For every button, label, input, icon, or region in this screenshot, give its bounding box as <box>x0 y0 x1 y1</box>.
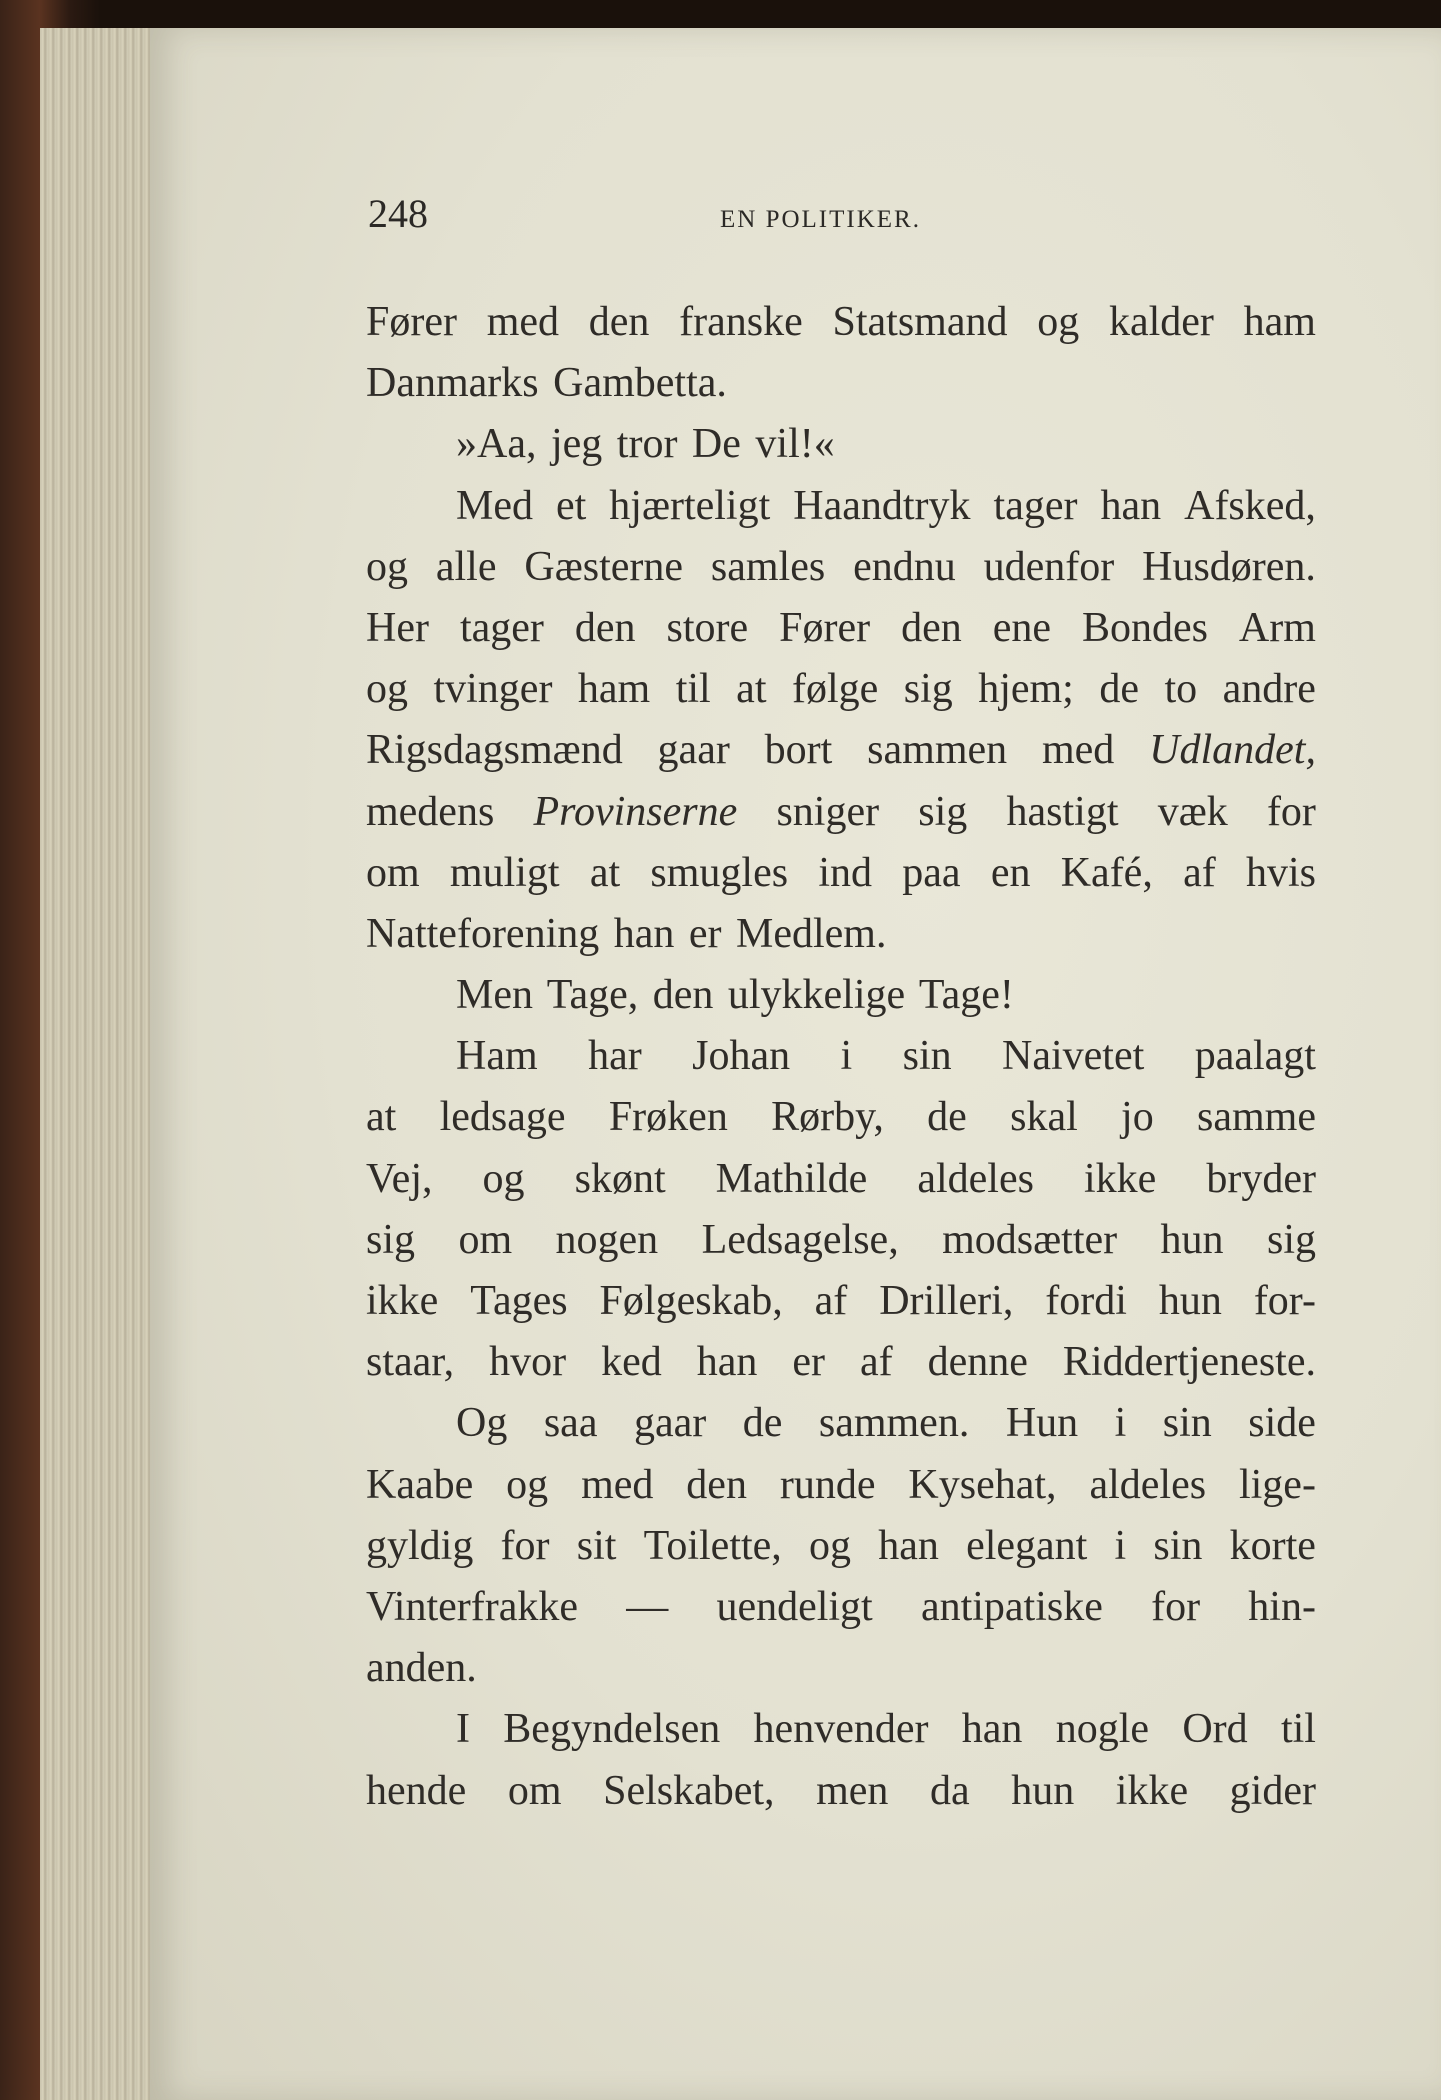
page-number: 248 <box>368 191 428 236</box>
text-line: Ham har Johan i sin Naivetet paalagt <box>456 1033 1316 1080</box>
running-head: EN POLITIKER. <box>720 206 921 233</box>
text-line: ikke Tages Følgeskab, af Drilleri, fordi hun for- <box>366 1278 1316 1324</box>
text-line: at ledsage Frøken Rørby, de skal jo samme <box>366 1094 1316 1141</box>
text-line: Her tager den store Fører den ene Bondes Arm <box>366 604 1316 651</box>
text-line: »Aa, jeg tror De vil!« <box>456 421 835 468</box>
text-line: Danmarks Gambetta. <box>366 360 727 407</box>
text-line: og tvinger ham til at følge sig hjem; de to andre <box>366 666 1316 713</box>
text-line: staar, hvor ked han er af denne Riddertjeneste. <box>366 1339 1316 1386</box>
text-line: Vinterfrakke — uendeligt antipatiske for hin- <box>366 1583 1316 1630</box>
text-line: gyldig for sit Toilette, og han elegant i sin korte <box>366 1522 1316 1569</box>
text-line: Og saa gaar de sammen. Hun i sin side <box>456 1400 1316 1447</box>
text-line: sig om nogen Ledsagelse, modsætter hun sig <box>366 1216 1316 1263</box>
text-line: om muligt at smugles ind paa en Kafé, af hvis <box>366 849 1316 896</box>
text-line: og alle Gæsterne samles endnu udenfor Husdøren. <box>366 543 1316 590</box>
text-line: Rigsdagsmænd gaar bort sammen med Udlandet, <box>366 727 1316 774</box>
page-header <box>368 190 1308 250</box>
text-line: Natteforening han er Medlem. <box>366 910 887 957</box>
text-line: Men Tage, den ulykkelige Tage! <box>456 972 1014 1019</box>
text-line: medens Provinserne sniger sig hastigt væk for <box>366 788 1316 835</box>
text-line: I Begyndelsen henvender han nogle Ord til <box>456 1706 1316 1753</box>
page-stack-edge <box>40 28 160 2100</box>
text-line: Vej, og skønt Mathilde aldeles ikke bryder <box>366 1155 1316 1202</box>
body-text <box>366 292 1316 1822</box>
text-line: Med et hjærteligt Haandtryk tager han Afsked, <box>456 482 1316 529</box>
text-line: Fører med den franske Statsmand og kalder ham <box>366 299 1316 345</box>
text-line: Kaabe og med den runde Kysehat, aldeles lige- <box>366 1461 1316 1508</box>
text-line: hende om Selskabet, men da hun ikke gider <box>366 1767 1316 1814</box>
text-line: anden. <box>366 1645 477 1692</box>
